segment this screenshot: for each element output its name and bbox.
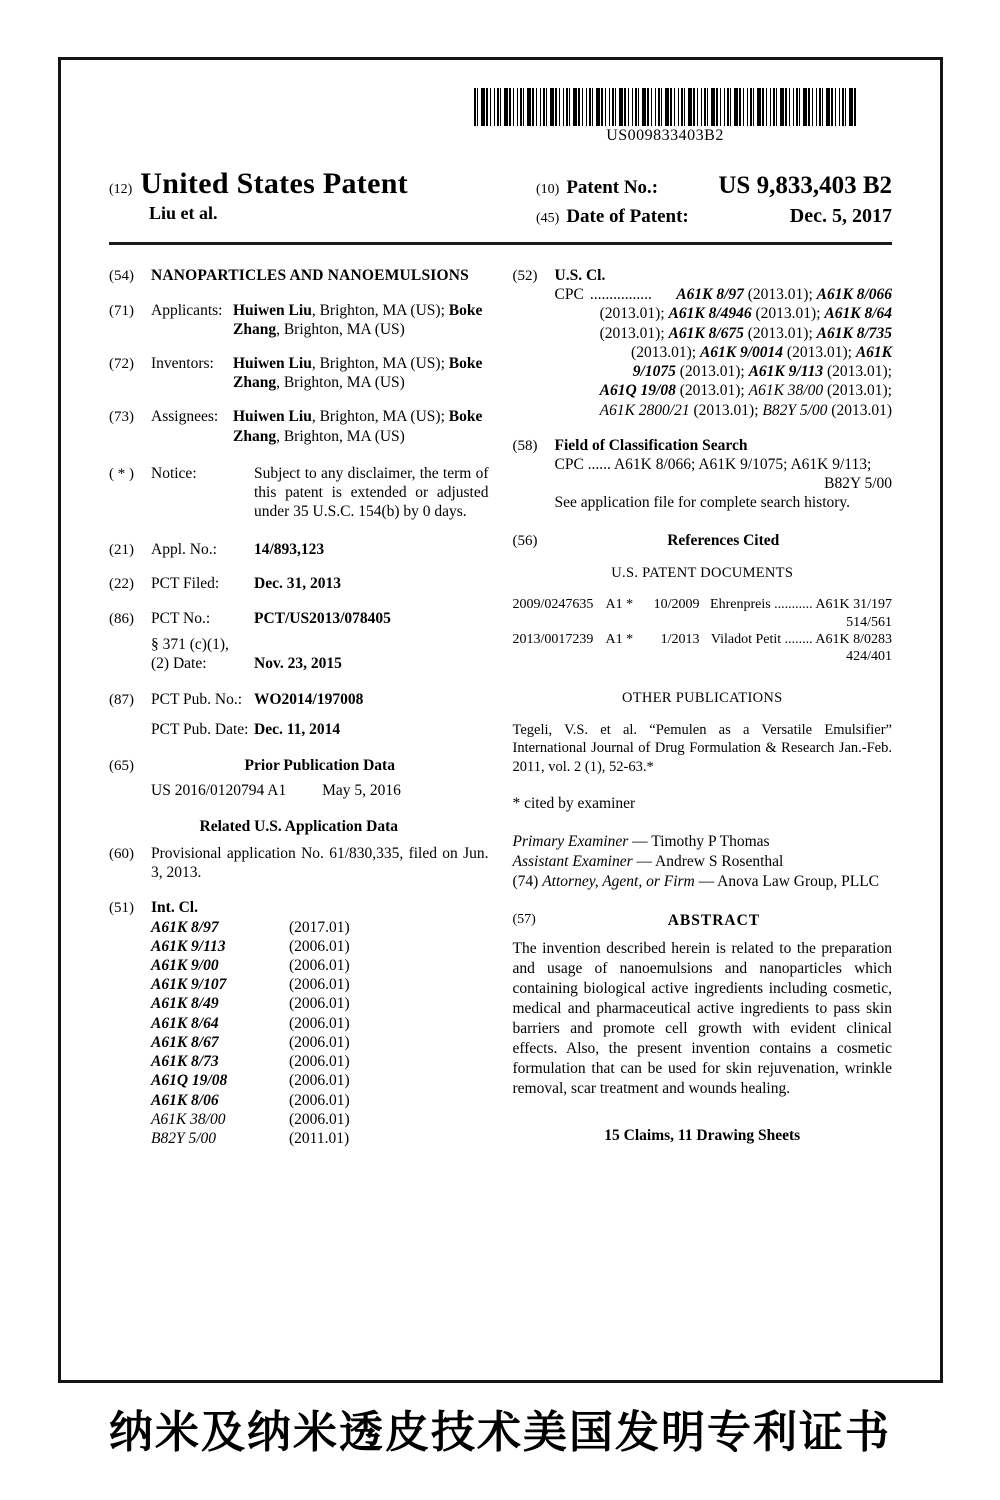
cited-by-examiner-note: * cited by examiner (512, 795, 636, 813)
int-cl-row: A61K 38/00 (2006.01) (151, 1110, 350, 1128)
prior-pub-date: May 5, 2016 (322, 782, 401, 800)
masthead (61, 145, 940, 233)
other-publications-header: OTHER PUBLICATIONS (622, 689, 783, 706)
appl-no-value: 14/893,123 (254, 540, 325, 558)
int-cl-row: A61K 9/113 (2006.01) (151, 937, 350, 955)
document-frame (58, 57, 943, 1383)
field-search-cpc-cont: B82Y 5/00 (824, 475, 892, 493)
inid-10: (10) (536, 182, 560, 197)
ref-class-cont: 514/561 (846, 614, 892, 630)
applicants-label: Applicants: (151, 301, 223, 319)
section-field-search (513, 436, 893, 513)
inid-58: (58) (512, 437, 538, 454)
inid-73: (73) (109, 409, 134, 426)
byline: Liu et al. (149, 203, 218, 223)
ref-date: 1/2013 (660, 631, 700, 647)
cpc-line: (2013.01); A61K 8/675 (2013.01); A61K 8/735 (599, 324, 892, 342)
invention-title: NANOPARTICLES AND NANOEMULSIONS (151, 267, 469, 284)
int-cl-row: A61K 8/64 (2006.01) (151, 1014, 350, 1032)
patent-no-value: US 9,833,403 B2 (718, 172, 892, 199)
masthead-left (109, 169, 408, 233)
abstract-title: ABSTRACT (667, 911, 761, 929)
page-title: United States Patent (140, 167, 408, 200)
ref-kind: A1 * (605, 631, 634, 647)
int-cl-row: A61K 8/06 (2006.01) (151, 1091, 350, 1109)
inventors-value: Huiwen Liu, Brighton, MA (US); Boke Zhang, Brighton, MA (US) (233, 355, 483, 392)
other-publication-citation: Tegeli, V.S. et al. “Pemulen as a Versatile Emulsifier” International Journal of Drug Formulation & Research Jan.-Feb. 2011, vol. 2 (1), 52-63.* (512, 721, 892, 776)
content-columns (61, 245, 940, 1148)
int-cl-row: A61K 8/97 (2017.01) (151, 918, 350, 936)
attorney-line: (74) Attorney, Agent, or Firm — Anova Law Group, PLLC (512, 873, 880, 890)
inid-52: (52) (512, 268, 538, 284)
ref-citation: Ehrenpreis ........... A61K 31/197 (710, 597, 892, 613)
patent-no-label: Patent No.: (566, 177, 659, 198)
assignees-label: Assignees: (151, 408, 219, 426)
ref-citation: Viladot Petit ........ A61K 8/0283 (710, 631, 892, 647)
section-inventors (109, 354, 489, 392)
barcode-icon (474, 88, 856, 126)
references-title: References Cited (667, 531, 780, 549)
pct-pub-no-label: PCT Pub. No.: (151, 691, 243, 709)
related-data-header: Related U.S. Application Data (199, 817, 398, 835)
provisional-text: Provisional application No. 61/830,335, filed on Jun. 3, 2013. (151, 844, 489, 882)
cpc-line: 9/1075 (2013.01); A61K 9/113 (2013.01); (632, 363, 892, 381)
section-pct-pub (109, 690, 489, 738)
inid-21: (21) (109, 541, 134, 558)
date-of-patent-value: Dec. 5, 2017 (789, 205, 892, 227)
cpc-line: CPC ................ A61K 8/97 (2013.01); A61K 8/066 (554, 286, 892, 304)
section-assignees (109, 407, 489, 445)
int-cl-row: A61K 8/73 (2006.01) (151, 1053, 350, 1071)
section-pct-no (109, 609, 489, 674)
pct-371-date-label: (2) Date: (151, 655, 207, 673)
section-appl-no (109, 540, 489, 560)
section-abstract (513, 911, 893, 930)
pct-371-line: § 371 (c)(1), (151, 635, 229, 653)
int-cl-row: A61K 8/49 (2006.01) (151, 995, 350, 1013)
pct-pub-date-value: Dec. 11, 2014 (254, 720, 341, 738)
inid-71: (71) (109, 302, 134, 319)
inid-51: (51) (109, 900, 134, 917)
reference-row (513, 596, 893, 631)
claims-drawing-line: 15 Claims, 11 Drawing Sheets (604, 1126, 801, 1144)
right-column (513, 251, 893, 1148)
us-patent-documents-header: U.S. PATENT DOCUMENTS (611, 565, 794, 582)
reference-row (513, 631, 893, 666)
barcode-block (474, 88, 856, 145)
inventors-label: Inventors: (151, 355, 214, 373)
inid-60: (60) (109, 845, 134, 862)
ref-class-cont: 424/401 (846, 649, 892, 665)
int-cl-row: A61K 9/00 (2006.01) (151, 956, 350, 974)
ref-date: 10/2009 (653, 597, 700, 613)
int-cl-row: B82Y 5/00 (2011.01) (151, 1129, 350, 1147)
inid-22: (22) (109, 576, 134, 593)
field-search-cpc: CPC ...... A61K 8/066; A61K 9/1075; A61K 9/113; (554, 455, 872, 473)
notice-label: Notice: (151, 464, 197, 482)
cpc-leader-dots: ................ (589, 286, 652, 304)
section-int-cl (109, 898, 489, 1148)
inid-57: (57) (512, 911, 536, 927)
pct-filed-value: Dec. 31, 2013 (254, 575, 341, 593)
applicants-value: Huiwen Liu, Brighton, MA (US); Boke Zhang, Brighton, MA (US) (233, 301, 483, 338)
cpc-line: A61Q 19/08 (2013.01); A61K 38/00 (2013.01); (599, 382, 892, 400)
cpc-line: (2013.01); A61K 9/0014 (2013.01); A61K (631, 343, 892, 361)
section-us-cl (513, 266, 893, 420)
masthead-right (536, 169, 892, 233)
pct-371-date-value: Nov. 23, 2015 (254, 655, 342, 673)
ref-number: 2013/0017239 (512, 631, 594, 647)
int-cl-row: A61K 9/107 (2006.01) (151, 976, 350, 994)
field-search-title: Field of Classification Search (554, 436, 748, 454)
inid-65: (65) (109, 757, 134, 774)
inid-72: (72) (109, 356, 134, 373)
us-cl-title: U.S. Cl. (554, 267, 606, 284)
inid-56: (56) (512, 532, 538, 549)
abstract-text: The invention described herein is related to the preparation and usage of nanoemulsions and nanoparticles which containing biological active ingredients including cosmetic, medical and pharmaceutical active ingredients to pass skin barriers and promote cell growth with evident clinical effects. Also, the present invention contains a cosmetic formulation that can be used for skin rejuvenation, wrinkle removal, scar treatment and wounds healing. (512, 940, 892, 1097)
inid-asterisk: ( * ) (109, 465, 134, 482)
primary-examiner-line: Primary Examiner — Timothy P Thomas (512, 833, 770, 851)
assistant-examiner-line: Assistant Examiner — Andrew S Rosenthal (512, 853, 784, 871)
inid-54: (54) (109, 268, 134, 284)
section-pct-filed (109, 574, 489, 594)
ref-number: 2009/0247635 (512, 597, 594, 613)
inid-87: (87) (109, 692, 134, 709)
prior-pub-number: US 2016/0120794 A1 (151, 782, 287, 800)
field-search-note: See application file for complete search history. (554, 494, 851, 512)
pct-pub-date-label: PCT Pub. Date: (151, 720, 249, 738)
cpc-label: CPC (554, 286, 584, 304)
section-provisional (109, 844, 489, 882)
barcode-number: US009833403B2 (606, 127, 724, 144)
cpc-line: A61K 2800/21 (2013.01); B82Y 5/00 (2013.01) (599, 401, 892, 419)
cpc-line: (2013.01); A61K 8/4946 (2013.01); A61K 8/64 (599, 305, 892, 323)
ref-kind: A1 * (605, 597, 634, 613)
notice-text: Subject to any disclaimer, the term of this patent is extended or adjusted under 35 U.S.C. 154(b) by 0 days. (254, 464, 489, 521)
section-references (513, 531, 893, 551)
prior-pub-title: Prior Publication Data (244, 756, 395, 774)
pct-no-label: PCT No.: (151, 609, 211, 627)
int-cl-title: Int. Cl. (151, 899, 198, 917)
chinese-footer-title: 纳米及纳米透皮技术美国发明专利证书 (109, 1408, 891, 1457)
section-title-54 (109, 266, 489, 286)
reference-list (513, 596, 893, 665)
inid-45: (45) (536, 211, 560, 226)
date-of-patent-label: Date of Patent: (566, 206, 689, 227)
appl-no-label: Appl. No.: (151, 540, 217, 558)
examiner-block (513, 832, 893, 891)
left-column (109, 251, 489, 1148)
section-notice (109, 464, 489, 522)
section-prior-pub (109, 756, 489, 776)
inid-86: (86) (109, 610, 134, 627)
pct-no-value: PCT/US2013/078405 (254, 609, 391, 627)
section-applicants (109, 301, 489, 339)
prior-pub-line (151, 781, 489, 800)
pct-pub-no-value: WO2014/197008 (254, 691, 364, 709)
assignees-value: Huiwen Liu, Brighton, MA (US); Boke Zhang, Brighton, MA (US) (233, 408, 483, 445)
pct-filed-label: PCT Filed: (151, 575, 220, 593)
inid-12: (12) (109, 182, 133, 197)
int-cl-row: A61Q 19/08 (2006.01) (151, 1072, 350, 1090)
int-cl-row: A61K 8/67 (2006.01) (151, 1033, 350, 1051)
